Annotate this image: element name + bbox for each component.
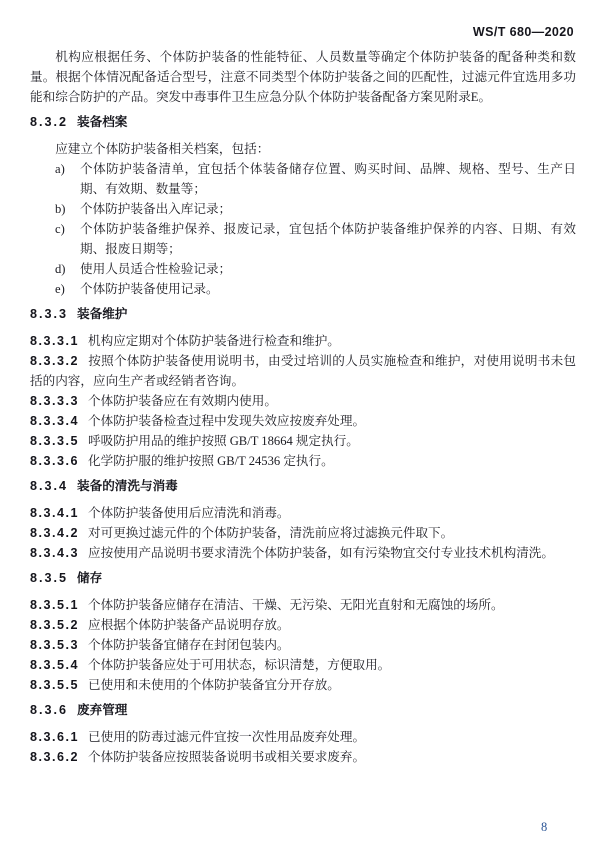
clause	[30, 747, 576, 767]
section-number: 8.3.5	[30, 571, 69, 585]
clause	[30, 351, 576, 391]
section-title: 装备的清洗与消毒	[77, 479, 178, 493]
section-body	[30, 595, 576, 695]
list-item-label: b)	[55, 202, 66, 216]
list-item-label: c)	[55, 222, 65, 236]
clause-text: 个体防护装备检查过程中发现失效应按废弃处理。	[88, 414, 366, 428]
clause	[30, 523, 576, 543]
list-item	[30, 159, 576, 199]
section-heading	[30, 304, 576, 324]
list-item-text: 使用人员适合性检验记录；	[80, 262, 232, 276]
clause	[30, 331, 576, 351]
section-title: 装备维护	[77, 307, 128, 321]
list-item	[30, 199, 576, 219]
clause-text: 个体防护装备应按照装备说明书或相关要求废弃。	[88, 750, 366, 764]
clause-number: 8.3.3.2	[30, 354, 80, 368]
doc-number: WS/T 680—2020	[472, 25, 574, 39]
clause-text: 个体防护装备宜储存在封闭包装内。	[88, 638, 290, 652]
list-item-label: a)	[55, 162, 65, 176]
clause-number: 8.3.4.3	[30, 546, 80, 560]
section-heading	[30, 476, 576, 496]
section-heading	[30, 112, 576, 132]
clause-text: 已使用的防毒过滤元件宜按一次性用品废弃处理。	[88, 730, 366, 744]
clause-text: 个体防护装备应储存在清洁、干燥、无污染、无阳光直射和无腐蚀的场所。	[88, 598, 504, 612]
clause-number: 8.3.3.3	[30, 394, 80, 408]
clause	[30, 655, 576, 675]
section	[30, 476, 576, 563]
sections	[30, 112, 576, 767]
clause-number: 8.3.3.6	[30, 454, 80, 468]
clause-number: 8.3.3.1	[30, 334, 80, 348]
clause-number: 8.3.6.2	[30, 750, 80, 764]
section-body	[30, 503, 576, 563]
clause-number: 8.3.5.3	[30, 638, 80, 652]
clause	[30, 431, 576, 451]
clause	[30, 411, 576, 431]
clause	[30, 391, 576, 411]
section	[30, 304, 576, 471]
section-title: 储存	[77, 571, 103, 585]
section-title: 废弃管理	[77, 703, 128, 717]
section	[30, 700, 576, 767]
clause-number: 8.3.6.1	[30, 730, 80, 744]
clause-text: 个体防护装备使用后应清洗和消毒。	[88, 506, 290, 520]
list-item-text: 个体防护装备维护保养、报废记录，宜包括个体防护装备维护保养的内容、日期、有效期、报废日期等；	[80, 222, 576, 256]
clause-text: 呼吸防护用品的维护按照 GB/T 18664 规定执行。	[88, 434, 359, 448]
clause	[30, 595, 576, 615]
clause-number: 8.3.4.2	[30, 526, 80, 540]
clause-text: 已使用和未使用的个体防护装备宜分开存放。	[88, 678, 340, 692]
list-item-label: e)	[55, 282, 65, 296]
clause-text: 应按使用产品说明书要求清洗个体防护装备，如有污染物宜交付专业技术机构清洗。	[88, 546, 554, 560]
clause-text: 应根据个体防护装备产品说明存放。	[88, 618, 290, 632]
section-heading	[30, 568, 576, 588]
section-heading	[30, 700, 576, 720]
section-number: 8.3.2	[30, 115, 69, 129]
list-item	[30, 219, 576, 259]
list-item	[30, 259, 576, 279]
clause	[30, 635, 576, 655]
clause-text: 化学防护服的维护按照 GB/T 24536 定执行。	[88, 454, 334, 468]
section-body	[30, 727, 576, 767]
section-body	[30, 139, 576, 299]
list-item	[30, 279, 576, 299]
clause	[30, 727, 576, 747]
list-item-text: 个体防护装备清单，宜包括个体装备储存位置、购买时间、品牌、规格、型号、生产日期、有效期、数量等；	[80, 162, 576, 196]
clause-number: 8.3.5.2	[30, 618, 80, 632]
clause-number: 8.3.3.5	[30, 434, 80, 448]
clause-text: 对可更换过滤元件的个体防护装备，清洗前应将过滤换元件取下。	[88, 526, 454, 540]
section-number: 8.3.4	[30, 479, 69, 493]
list-item-text: 个体防护装备出入库记录；	[80, 202, 232, 216]
section-body	[30, 331, 576, 471]
section	[30, 568, 576, 695]
clause-number: 8.3.4.1	[30, 506, 80, 520]
clause	[30, 675, 576, 695]
clause-text: 机构应定期对个体防护装备进行检查和维护。	[88, 334, 340, 348]
clause-number: 8.3.3.4	[30, 414, 80, 428]
section-title: 装备档案	[77, 115, 128, 129]
clause-number: 8.3.5.4	[30, 658, 80, 672]
list-item-text: 个体防护装备使用记录。	[80, 282, 219, 296]
clause	[30, 503, 576, 523]
intro-paragraph: 机构应根据任务、个体防护装备的性能特征、人员数量等确定个体防护装备的配备种类和数量。根据个体情况配备适合型号，注意不同类型个体防护装备之间的匹配性，过滤元件宜选用多功能和综合防护的产品。突发中毒事件卫生应急分队个体防护装备配备方案见附录E。	[30, 50, 576, 104]
clause-text: 个体防护装备应在有效期内使用。	[88, 394, 277, 408]
section-number: 8.3.6	[30, 703, 69, 717]
section	[30, 112, 576, 299]
list-item-label: d)	[55, 262, 66, 276]
clause	[30, 451, 576, 471]
document-content	[30, 47, 576, 767]
clause-text: 按照个体防护装备使用说明书，由受过培训的人员实施检查和维护，对使用说明书未包括的内容，应向生产者或经销者咨询。	[30, 354, 576, 388]
list-intro: 应建立个体防护装备相关档案，包括：	[55, 142, 270, 156]
page-number: 8	[541, 820, 548, 834]
clause	[30, 615, 576, 635]
clause-number: 8.3.5.5	[30, 678, 80, 692]
clause-text: 个体防护装备应处于可用状态，标识清楚，方便取用。	[88, 658, 391, 672]
section-number: 8.3.3	[30, 307, 69, 321]
clause-number: 8.3.5.1	[30, 598, 80, 612]
clause	[30, 543, 576, 563]
